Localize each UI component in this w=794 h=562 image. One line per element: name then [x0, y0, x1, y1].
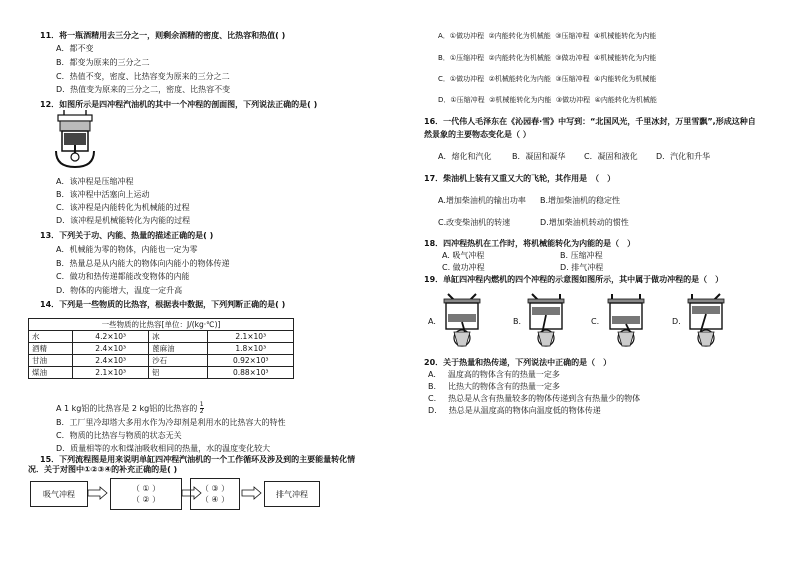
engine-stroke-figure-d — [680, 290, 732, 350]
q11-option-b: B．都变为原来的三分之二 — [56, 58, 150, 67]
flow-exhaust-box: 排气冲程 — [264, 481, 320, 507]
q19-label-c: C. — [591, 317, 600, 326]
q18-stem: 18．四冲程热机在工作时，将机械能转化为内能的是（ ） — [424, 239, 636, 248]
q20-option-c: C. 热总是从含有热量较多的物体传递到含有热量少的物体 — [428, 394, 641, 403]
q19-label-b: B. — [513, 317, 522, 326]
q20-option-b: B. 比热大的物体含有的热量一定多 — [428, 382, 561, 391]
table-row: 水 4.2×10³ 冰 2.1×10³ — [29, 331, 294, 343]
q14-option-b: B．工厂里冷却塔大多用水作为冷却剂是利用水的比热容大的特性 — [56, 418, 286, 427]
engine-stroke-figure-b — [520, 290, 572, 350]
q11-option-c: C．热值不变，密度、比热容变为原来的三分之二 — [56, 72, 230, 81]
q18-option-b: B. 压缩冲程 — [560, 251, 603, 260]
table-row: 甘油 2.4×10³ 沙石 0.92×10³ — [29, 355, 294, 367]
flow-arrow-icon — [242, 487, 262, 499]
q13-option-c: C．做功和热传递都能改变物体的内能 — [56, 272, 190, 281]
q19-label-d: D. — [672, 317, 681, 326]
q20-option-a: A. 温度高的物体含有的热量一定多 — [428, 370, 560, 379]
q16-option-a: A．熔化和汽化 — [438, 152, 492, 161]
q13-option-d: D．物体的内能增大，温度一定升高 — [56, 286, 183, 295]
q17-option-a: A.增加柴油机的输出功率 — [438, 196, 526, 205]
q14-option-a: A 1 kg铝的比热容是 2 kg铝的比热容的 $\frac{1}{2}$ — [56, 401, 204, 415]
q16-option-b: B．凝固和凝华 — [512, 152, 566, 161]
q18-option-d: D. 排气冲程 — [560, 263, 604, 272]
q14-option-c: C．物质的比热容与物质的状态无关 — [56, 431, 182, 440]
flow-box-3-4: （ ③ ） （ ④ ） — [190, 478, 240, 510]
q19-label-a: A. — [428, 317, 436, 326]
q12-option-c: C．该冲程是内能转化为机械能的过程 — [56, 203, 190, 212]
q12-stem: 12．如图所示是四冲程汽油机的其中一个冲程的剖面图，下列说法正确的是( ) — [40, 100, 318, 109]
flow-arrow-icon — [88, 487, 108, 499]
q18-option-c: C. 做功冲程 — [442, 263, 485, 272]
engine-stroke-figure-a — [436, 290, 488, 350]
q13-stem: 13．下列关于功、内能、热量的描述正确的是( ) — [40, 231, 214, 240]
q13-option-b: B．热量总是从内能大的物体向内能小的物体传递 — [56, 259, 230, 268]
q15-stem-line2: 况．关于对图中①②③④的补充正确的是( ) — [28, 465, 178, 474]
q16-stem-line2: 然景象的主要物态变化是（ ） — [424, 130, 531, 139]
flow-box-1-2: （ ① ） （ ② ） — [110, 478, 182, 510]
q15-option-a: A．①做功冲程 ②内能转化为机械能 ③压缩冲程 ④机械能转化为内能 — [438, 32, 657, 40]
specific-heat-table — [28, 318, 294, 379]
q11-option-d: D．热值变为原来的三分之二，密度、比热容不变 — [56, 85, 231, 94]
q12-option-d: D．该冲程是机械能转化为内能的过程 — [56, 216, 191, 225]
q11-stem: 11．将一瓶酒精用去三分之一，则剩余酒精的密度、比热容和热值( ) — [40, 31, 286, 40]
q20-option-d: D. 热总是从温度高的物体向温度低的物体传递 — [428, 406, 601, 415]
q15-option-d: D．①压缩冲程 ②机械能转化为内能 ③做功冲程 ④内能转化为机械能 — [438, 96, 657, 104]
table-row: 煤油 2.1×10³ 铝 0.88×10³ — [29, 367, 294, 379]
q11-option-a: A．都不变 — [56, 44, 94, 53]
q16-option-d: D．汽化和升华 — [656, 152, 711, 161]
q17-option-b: B.增加柴油机的稳定性 — [540, 196, 621, 205]
q14-option-d: D．质量相等的水和煤油吸收相同的热量，水的温度变化较大 — [56, 444, 271, 453]
q15-option-b: B．①压缩冲程 ②内能转化为机械能 ③做功冲程 ④机械能转化为内能 — [438, 54, 657, 62]
q17-stem: 17．柴油机上装有又重又大的飞轮，其作用是 （ ） — [424, 174, 616, 183]
q14-stem: 14．下列是一些物质的比热容，根据表中数据，下列判断正确的是( ) — [40, 300, 286, 309]
q12-option-b: B．该冲程中活塞向上运动 — [56, 190, 150, 199]
q15-stem: 15．下列流程图是用来说明单缸四冲程汽油机的一个工作循环及涉及到的主要能量转化情 — [40, 455, 356, 464]
q17-option-c: C.改变柴油机的转速 — [438, 218, 511, 227]
q20-stem: 20．关于热量和热传递，下列说法中正确的是（ ） — [424, 358, 612, 367]
flow-intake-box: 吸气冲程 — [30, 481, 88, 507]
q17-option-d: D.增加柴油机转动的惯性 — [540, 218, 629, 227]
q15-option-c: C．①做功冲程 ②机械能转化为内能 ③压缩冲程 ④内能转化为机械能 — [438, 75, 657, 83]
q13-option-a: A．机械能为零的物体，内能也一定为零 — [56, 245, 198, 254]
engine-cross-section-figure — [52, 113, 98, 169]
table-row: 酒精 2.4×10³ 蓖麻油 1.8×10³ — [29, 343, 294, 355]
q18-option-a: A. 吸气冲程 — [442, 251, 485, 260]
q19-stem: 19．单缸四冲程内燃机的四个冲程的示意图如图所示，其中属于做功冲程的是（ ） — [424, 275, 724, 284]
q12-option-a: A．该冲程是压缩冲程 — [56, 177, 134, 186]
engine-stroke-figure-c — [600, 290, 652, 350]
table-caption: 一些物质的比热容[单位：J/(kg·℃)] — [29, 319, 294, 331]
q16-option-c: C．凝固和液化 — [584, 152, 638, 161]
q16-stem: 16．一代伟人毛泽东在《沁园春·雪》中写到：“北国风光，千里冰封，万里雪飘”,形成这种自 — [424, 117, 756, 126]
fraction: $\frac{1}{2}$ — [199, 401, 204, 415]
